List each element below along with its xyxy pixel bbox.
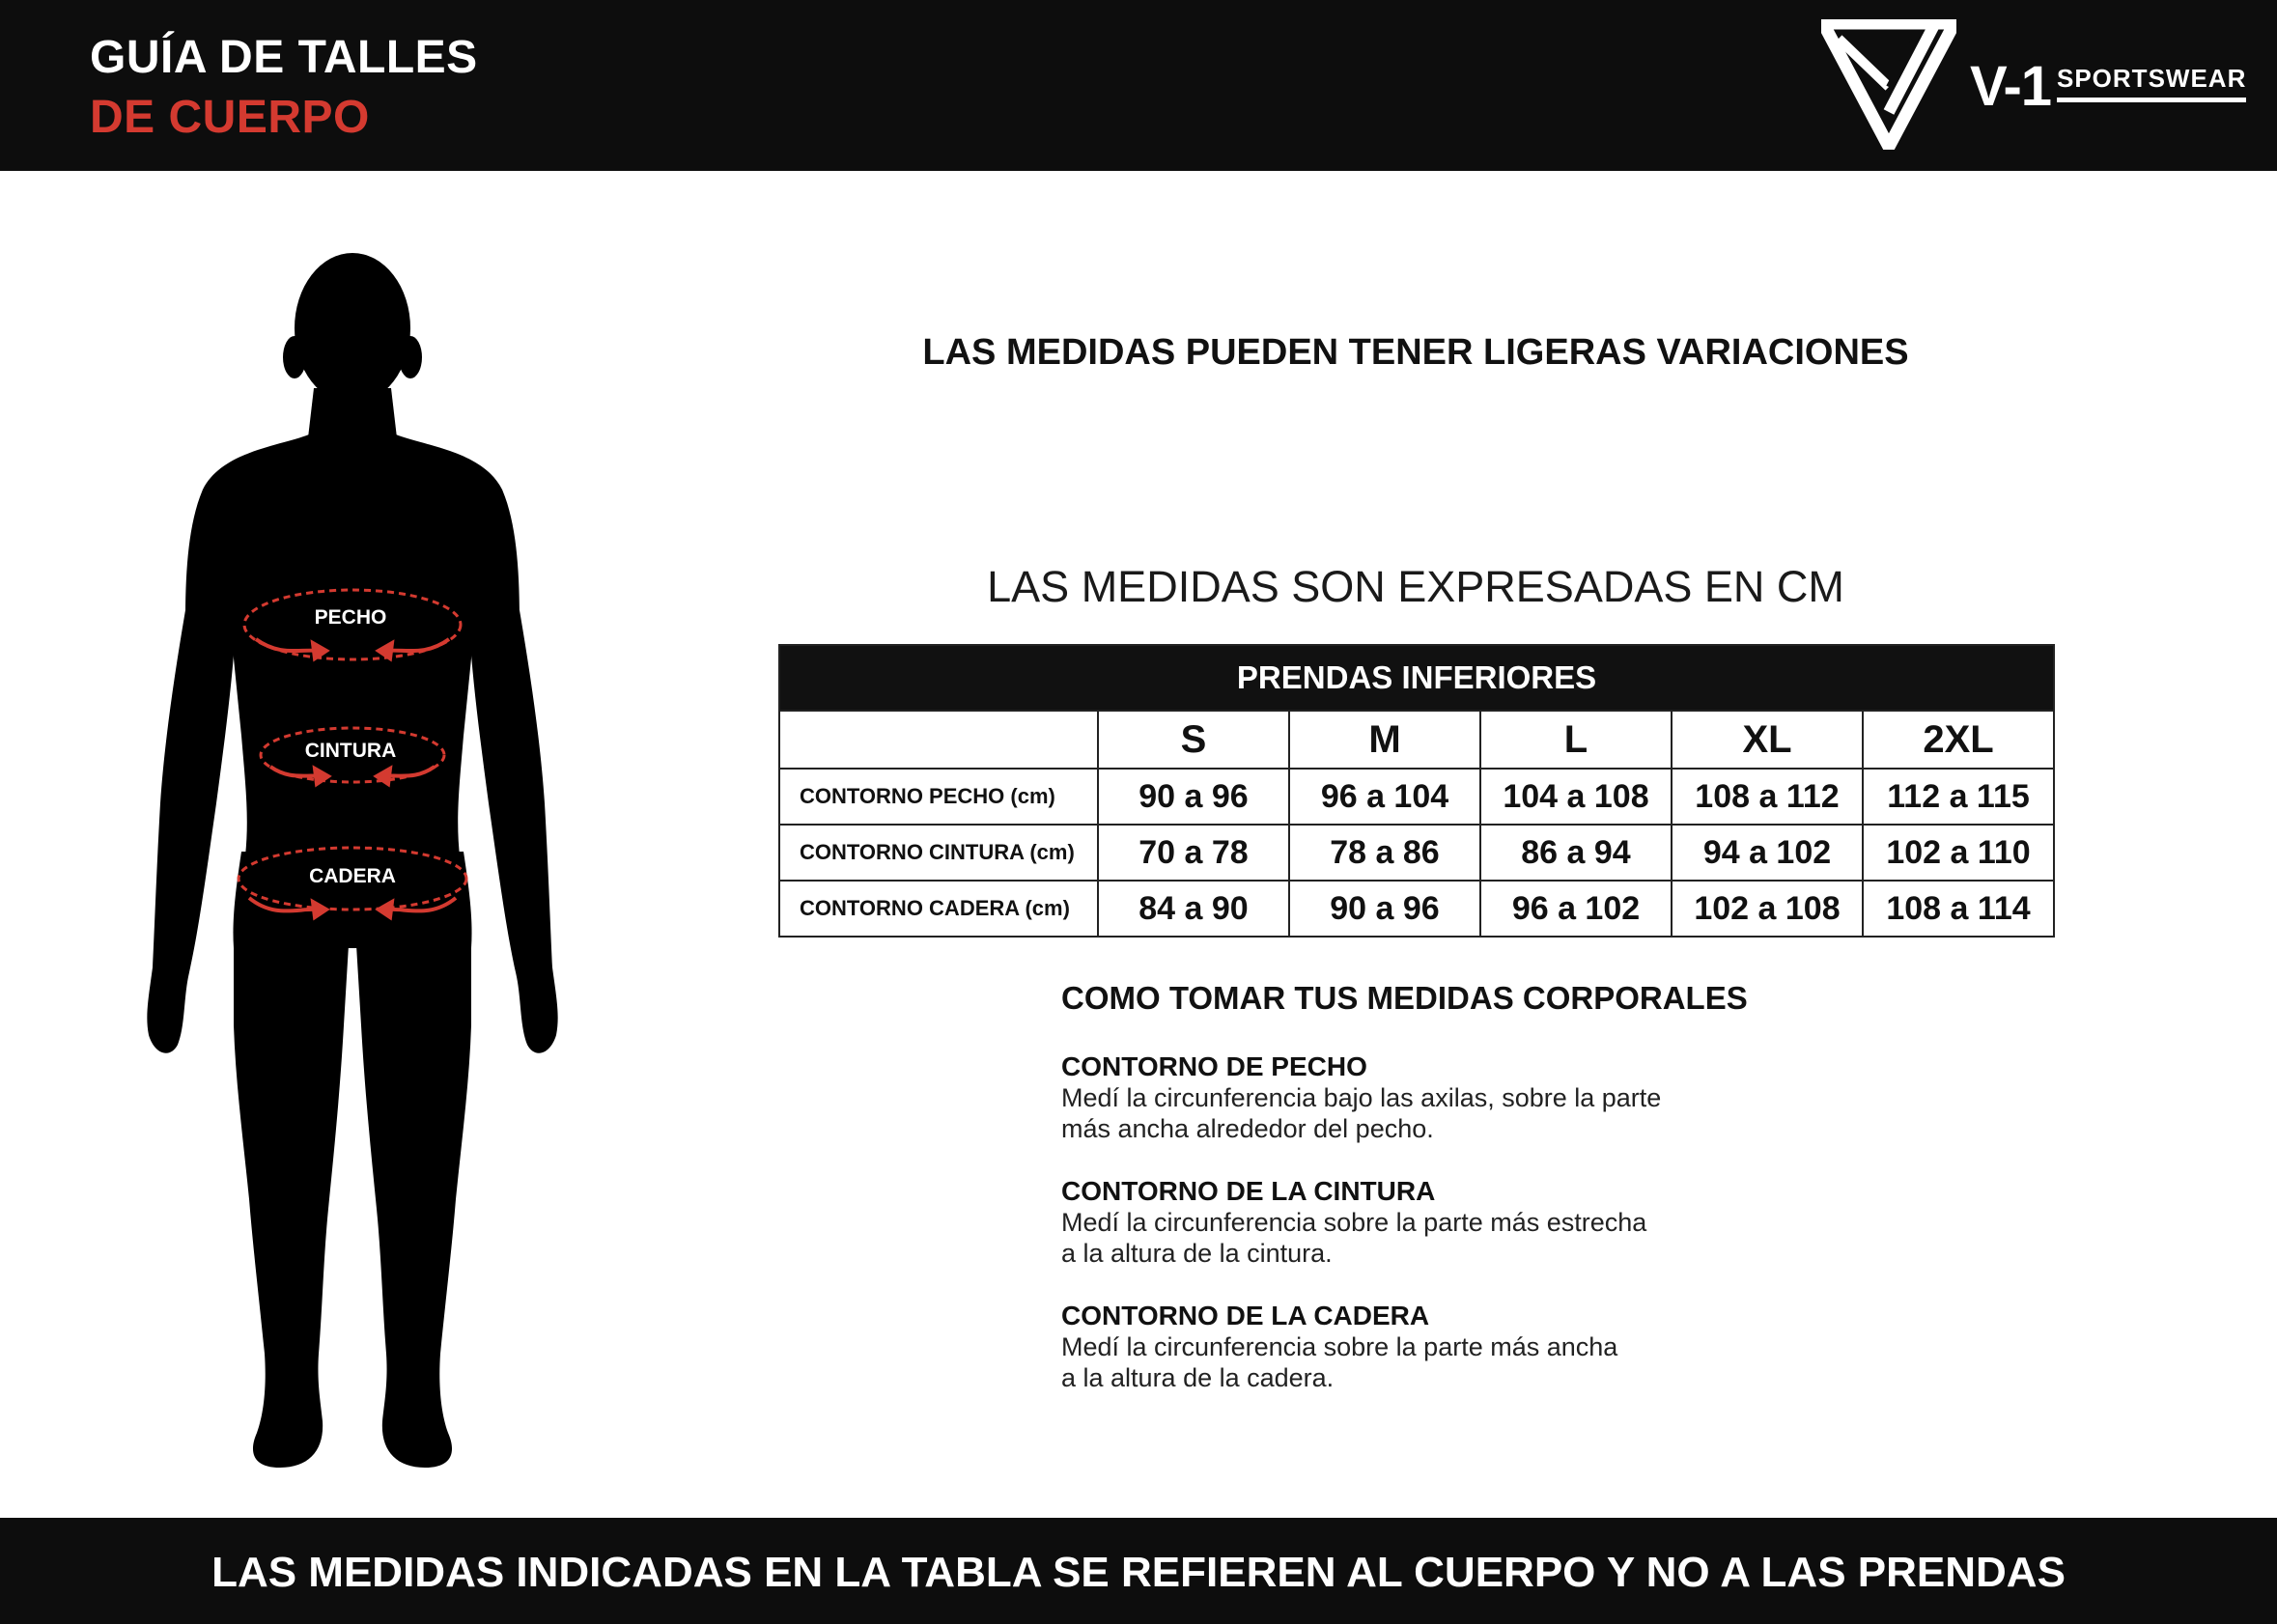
table-cell: 108 a 112 <box>1672 769 1863 825</box>
page-subtitle: DE CUERPO <box>90 92 370 143</box>
row-label-hip: CONTORNO CADERA (cm) <box>779 881 1098 937</box>
size-header-l: L <box>1480 711 1672 769</box>
page-title: GUÍA DE TALLES <box>90 32 478 83</box>
units-note: LAS MEDIDAS SON EXPRESADAS EN CM <box>987 562 1844 611</box>
how-to-item-title: CONTORNO DE PECHO <box>1061 1051 1367 1081</box>
how-to-item-title: CONTORNO DE LA CINTURA <box>1061 1176 1436 1206</box>
size-header-2xl: 2XL <box>1863 711 2054 769</box>
table-cell: 108 a 114 <box>1863 881 2054 937</box>
variation-note: LAS MEDIDAS PUEDEN TENER LIGERAS VARIACIONES <box>922 332 1909 373</box>
how-to-item-waist <box>1061 1176 1834 1269</box>
table-cell: 86 a 94 <box>1480 825 1672 881</box>
logo-tagline: SPORTSWEAR <box>2057 64 2246 102</box>
table-corner-cell <box>779 711 1098 769</box>
how-to-item-hip <box>1061 1301 1834 1393</box>
table-cell: 78 a 86 <box>1289 825 1480 881</box>
table-cell: 104 a 108 <box>1480 769 1672 825</box>
row-label-chest: CONTORNO PECHO (cm) <box>779 769 1098 825</box>
v1-triangle-logo-icon <box>1821 19 1956 150</box>
table-cell: 96 a 104 <box>1289 769 1480 825</box>
table-row-waist <box>779 825 2054 881</box>
footer-bar <box>0 1518 2277 1624</box>
size-header-xl: XL <box>1672 711 1863 769</box>
table-cell: 102 a 108 <box>1672 881 1863 937</box>
header-bar <box>0 0 2277 171</box>
footer-disclaimer: LAS MEDIDAS INDICADAS EN LA TABLA SE REFIEREN AL CUERPO Y NO A LAS PRENDAS <box>211 1549 2066 1596</box>
brand-logo <box>1821 19 2247 150</box>
table-category-row <box>779 645 2054 711</box>
how-to-title: COMO TOMAR TUS MEDIDAS CORPORALES <box>1061 980 1748 1016</box>
how-to-item-chest <box>1061 1051 1834 1144</box>
table-row-hip <box>779 881 2054 937</box>
how-to-item-title: CONTORNO DE LA CADERA <box>1061 1301 1430 1330</box>
how-to-item-text: Medí la circunferencia bajo las axilas, sobre la parte más ancha alrededor del pecho. <box>1061 1083 1662 1143</box>
chest-label: PECHO <box>314 606 387 629</box>
row-label-waist: CONTORNO CINTURA (cm) <box>779 825 1098 881</box>
how-to-measure-section <box>1061 980 1834 1425</box>
table-cell: 70 a 78 <box>1098 825 1289 881</box>
table-cell: 90 a 96 <box>1098 769 1289 825</box>
table-cell: 90 a 96 <box>1289 881 1480 937</box>
hip-label: CADERA <box>309 865 396 887</box>
table-row-chest <box>779 769 2054 825</box>
how-to-item-text: Medí la circunferencia sobre la parte más ancha a la altura de la cadera. <box>1061 1332 1618 1392</box>
how-to-item-text: Medí la circunferencia sobre la parte más estrecha a la altura de la cintura. <box>1061 1208 1647 1268</box>
table-cell: 94 a 102 <box>1672 825 1863 881</box>
table-cell: 112 a 115 <box>1863 769 2054 825</box>
size-header-s: S <box>1098 711 1289 769</box>
table-cell: 96 a 102 <box>1480 881 1672 937</box>
table-cell: 84 a 90 <box>1098 881 1289 937</box>
logo-name: V-1 <box>1970 55 2052 118</box>
size-header-m: M <box>1289 711 1480 769</box>
size-table <box>778 644 2055 938</box>
table-size-header-row <box>779 711 2054 769</box>
body-silhouette-figure <box>135 253 570 1477</box>
table-category-header: PRENDAS INFERIORES <box>779 645 2054 711</box>
table-cell: 102 a 110 <box>1863 825 2054 881</box>
waist-label: CINTURA <box>304 740 397 762</box>
